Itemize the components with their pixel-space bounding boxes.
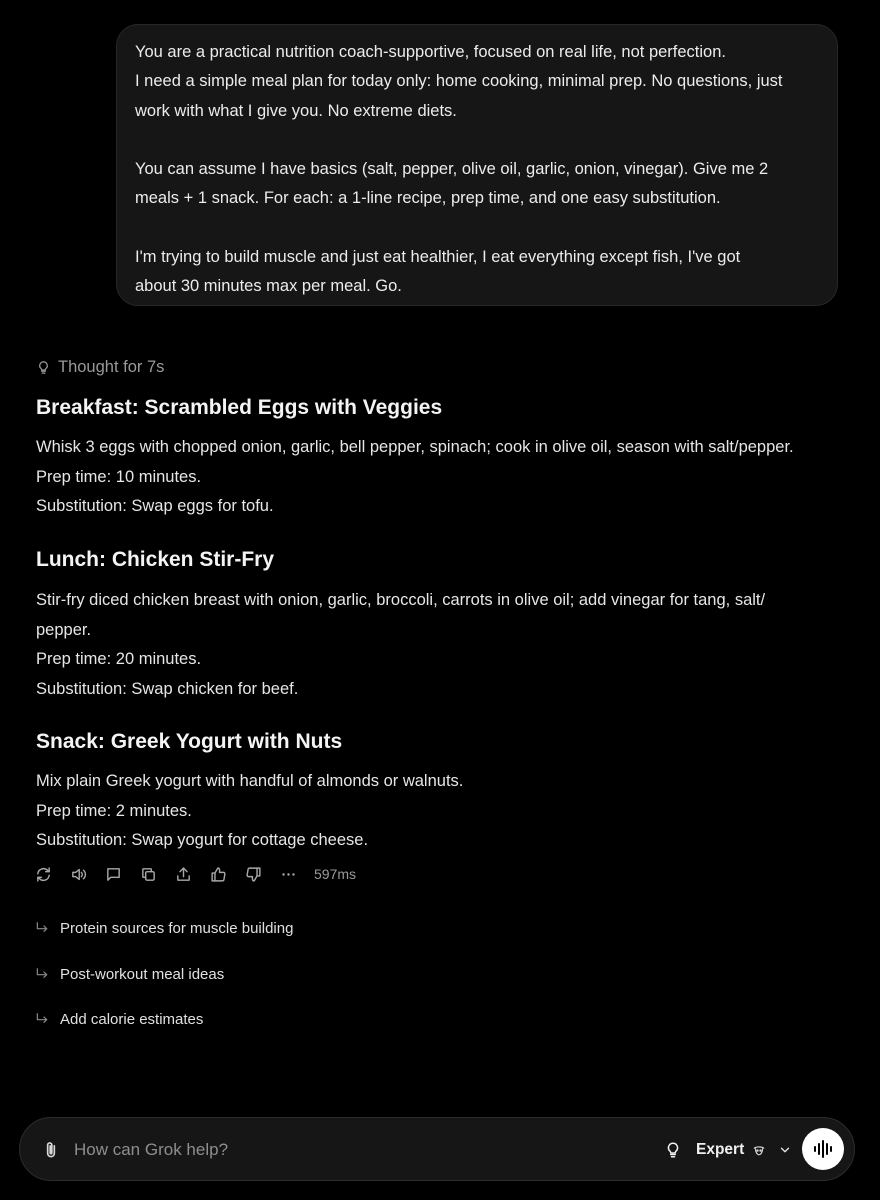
paperclip-icon[interactable] (40, 1139, 62, 1161)
voice-icon (811, 1137, 835, 1161)
response-section-body (36, 586, 846, 704)
thought-label: Thought for 7s (58, 357, 165, 376)
follow-up-suggestion[interactable] (34, 963, 224, 985)
reply-arrow-icon (34, 920, 50, 936)
user-message-line: I need a simple meal plan for today only: home cooking, minimal prep. No questions, just (135, 72, 783, 91)
section-heading: Snack: Greek Yogurt with Nuts (36, 730, 343, 753)
response-line: Whisk 3 eggs with chopped onion, garlic, bell pepper, spinach; cook in olive oil, season with salt/pepper. (36, 438, 794, 456)
follow-up-suggestion[interactable] (34, 1008, 203, 1030)
response-section-snack (36, 728, 846, 756)
response-line: pepper. (36, 620, 92, 639)
message-actions (34, 862, 356, 886)
response-line: Stir-fry diced chicken breast with onion, garlic, broccoli, carrots in olive oil; add vinegar for tang, salt/ (36, 591, 766, 609)
more-icon[interactable] (279, 865, 297, 883)
user-message-line: meals + 1 snack. For each: a 1-line recipe, prep time, and one easy substitution. (135, 189, 721, 208)
reply-arrow-icon (34, 966, 50, 982)
follow-up-label: Protein sources for muscle building (60, 919, 294, 937)
response-line: Mix plain Greek yogurt with handful of almonds or walnuts. (36, 772, 464, 790)
user-message-bubble (116, 24, 838, 306)
lightbulb-icon (664, 1141, 682, 1159)
response-line: Substitution: Swap yogurt for cottage cheese. (36, 831, 369, 849)
thumbs-down-icon[interactable] (244, 865, 262, 883)
user-message-line: You are a practical nutrition coach-supportive, focused on real life, not perfection. (135, 43, 726, 61)
response-line: Substitution: Swap eggs for tofu. (36, 497, 274, 515)
share-icon[interactable] (174, 865, 192, 883)
user-message-line: work with what I give you. No extreme diets. (135, 101, 457, 120)
response-line: Prep time: 10 minutes. (36, 467, 202, 486)
expert-mode-icon (752, 1143, 766, 1157)
comment-icon[interactable] (104, 865, 122, 883)
follow-up-suggestion[interactable] (34, 917, 293, 939)
response-latency: 597ms (314, 866, 357, 882)
copy-icon[interactable] (139, 865, 157, 883)
response-section-breakfast (36, 394, 846, 422)
response-section-body (36, 767, 846, 856)
model-selector[interactable] (664, 1138, 792, 1162)
follow-up-label: Add calorie estimates (60, 1010, 204, 1028)
response-line: Substitution: Swap chicken for beef. (36, 679, 299, 698)
prompt-input[interactable] (74, 1136, 634, 1164)
response-line: Prep time: 20 minutes. (36, 650, 202, 668)
read-aloud-icon[interactable] (69, 865, 87, 883)
thumbs-up-icon[interactable] (209, 865, 227, 883)
user-message-line: about 30 minutes max per meal. Go. (135, 277, 402, 296)
user-message-line: You can assume I have basics (salt, pepper, olive oil, garlic, onion, vinegar). Give me 2 (135, 160, 769, 179)
reply-arrow-icon (34, 1011, 50, 1027)
section-heading: Breakfast: Scrambled Eggs with Veggies (36, 396, 443, 419)
response-section-body (36, 433, 846, 522)
lightbulb-icon (36, 360, 51, 375)
section-heading: Lunch: Chicken Stir-Fry (36, 548, 275, 571)
response-section-lunch (36, 546, 846, 574)
chevron-down-icon (778, 1143, 792, 1157)
user-message-line: I'm trying to build muscle and just eat healthier, I eat everything except fish, I've got (135, 248, 741, 267)
regenerate-icon[interactable] (34, 865, 52, 883)
voice-button[interactable] (802, 1128, 844, 1170)
model-label: Expert (696, 1141, 745, 1158)
response-line: Prep time: 2 minutes. (36, 801, 192, 820)
follow-up-label: Post-workout meal ideas (60, 965, 225, 983)
thought-toggle[interactable] (36, 356, 164, 378)
composer (19, 1117, 855, 1181)
